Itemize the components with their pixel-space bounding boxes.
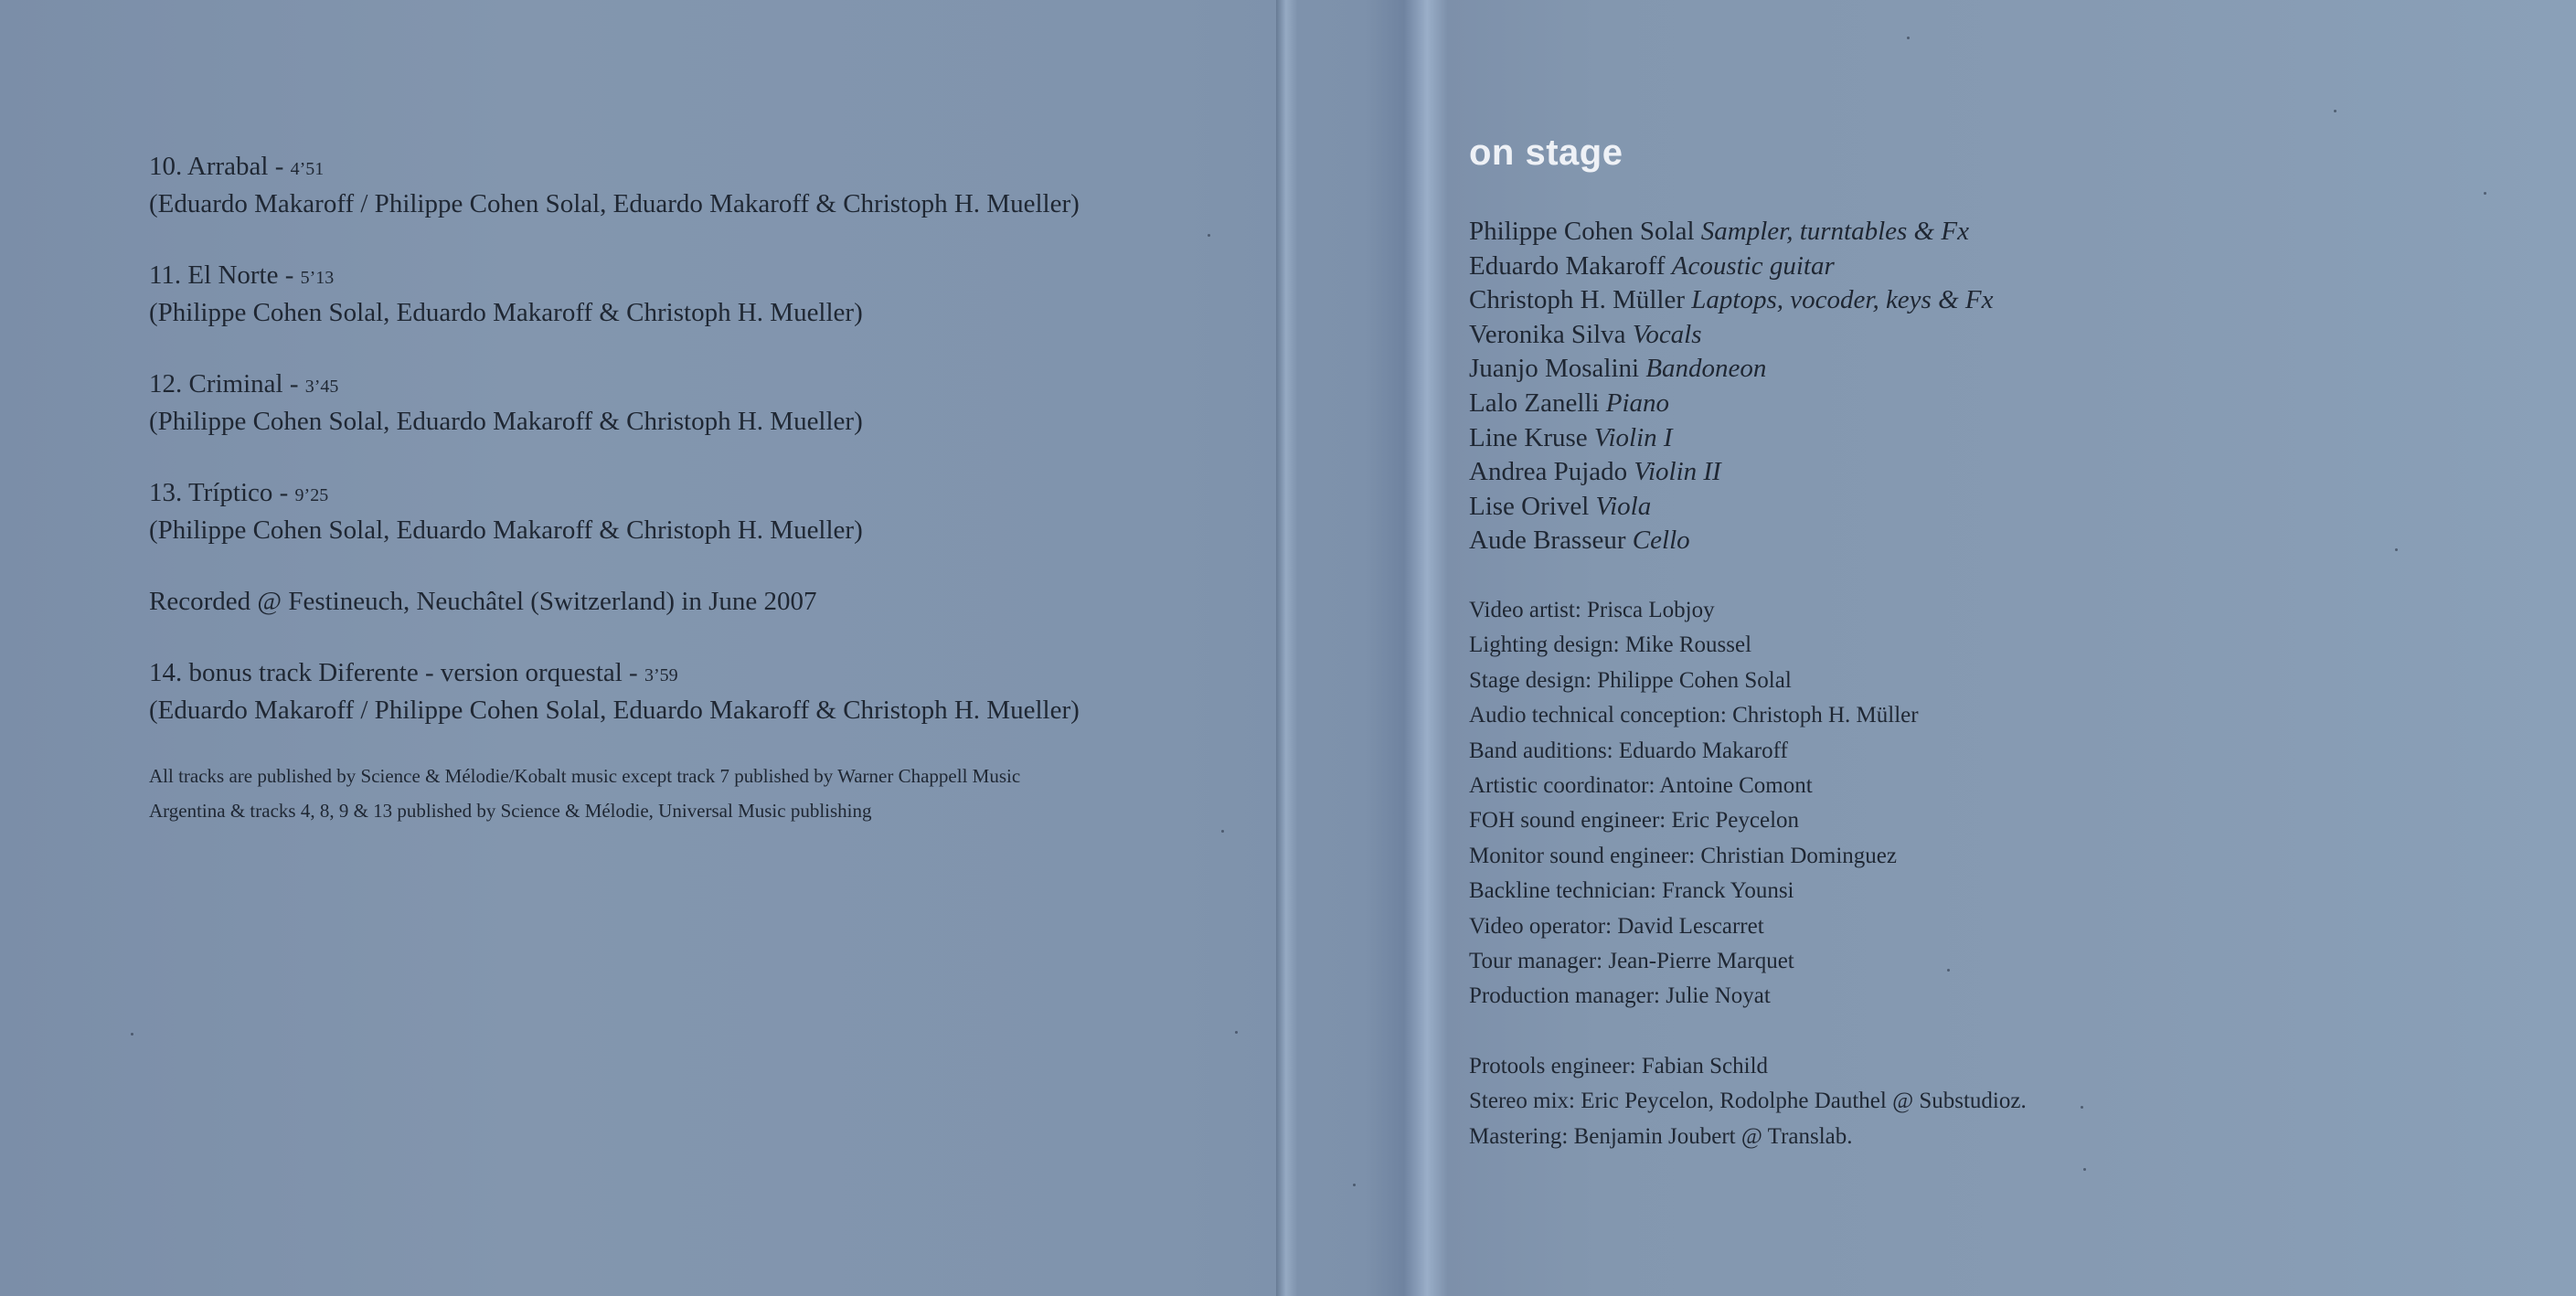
musician-name: Juanjo Mosalini: [1469, 354, 1646, 384]
crew-credit-line: Band auditions: Eduardo Makaroff: [1469, 738, 1788, 763]
track-credits: (Philippe Cohen Solal, Eduardo Makaroff & Christoph H. Mueller): [149, 407, 863, 436]
paper-speck: [1235, 1031, 1238, 1034]
musician-row: [1469, 250, 2475, 284]
musician-row: [1469, 352, 2475, 387]
musician-role: Viola: [1595, 491, 1652, 521]
production-credits: [1469, 1049, 2475, 1154]
production-credit-line: Mastering: Benjamin Joubert @ Translab.: [1469, 1123, 1853, 1149]
musician-role: Violin I: [1593, 422, 1673, 452]
booklet-spine: [1276, 0, 1298, 1296]
musician-role: Bandoneon: [1645, 354, 1767, 384]
track-duration: 3’59: [644, 665, 678, 685]
paper-speck: [131, 1033, 133, 1036]
recording-note: Recorded @ Festineuch, Neuchâtel (Switzerland) in June 2007: [149, 587, 817, 616]
musician-row: [1469, 283, 2475, 318]
musician-row: [1469, 318, 2475, 353]
track-10: [149, 149, 1200, 221]
track-duration: 5’13: [300, 268, 335, 288]
musician-role: Cello: [1632, 526, 1690, 556]
crew-credit-line: Video artist: Prisca Lobjoy: [1469, 597, 1715, 622]
track-title: 12. Criminal -: [149, 369, 305, 398]
publishing-note-line: All tracks are published by Science & Mélodie/Kobalt music except track 7 published by Warner Chappell Music: [149, 765, 1021, 787]
crew-credit-line: Tour manager: Jean-Pierre Marquet: [1469, 949, 1794, 973]
track-credits: (Eduardo Makaroff / Philippe Cohen Solal, Eduardo Makaroff & Christoph H. Mueller): [149, 189, 1080, 218]
musician-role: Laptops, vocoder, keys & Fx: [1691, 285, 1994, 315]
paper-speck: [2334, 110, 2336, 112]
musician-name: Lise Orivel: [1469, 491, 1596, 521]
musician-name: Andrea Pujado: [1469, 457, 1634, 487]
musician-row: [1469, 455, 2475, 490]
musician-name: Philippe Cohen Solal: [1469, 217, 1701, 246]
production-credit-line: Protools engineer: Fabian Schild: [1469, 1053, 1769, 1078]
musician-row: [1469, 421, 2475, 456]
track-credits: (Philippe Cohen Solal, Eduardo Makaroff & Christoph H. Mueller): [149, 515, 863, 545]
track-14-bonus: [149, 655, 1200, 728]
track-credits: (Eduardo Makaroff / Philippe Cohen Solal, Eduardo Makaroff & Christoph H. Mueller): [149, 696, 1080, 725]
paper-speck: [1907, 37, 1910, 39]
crew-credit-line: Monitor sound engineer: Christian Dominguez: [1469, 843, 1897, 868]
musician-name: Lalo Zanelli: [1469, 388, 1606, 418]
track-13: [149, 475, 1200, 547]
track-duration: 9’25: [294, 485, 329, 505]
right-page: [1469, 133, 2475, 1189]
musician-role: Sampler, turntables & Fx: [1700, 217, 1969, 246]
paper-speck: [2484, 192, 2486, 195]
musician-role: Vocals: [1632, 319, 1702, 349]
musician-name: Line Kruse: [1469, 422, 1594, 452]
track-title: 11. El Norte -: [149, 260, 301, 290]
track-11: [149, 258, 1200, 330]
musician-name: Christoph H. Müller: [1469, 285, 1692, 315]
crew-credits: [1469, 593, 2475, 1014]
crew-credit-line: Video operator: David Lescarret: [1469, 913, 1764, 939]
crew-credit-line: Artistic coordinator: Antoine Comont: [1469, 772, 1813, 798]
production-credit-line: Stereo mix: Eric Peycelon, Rodolphe Dauthel @ Substudioz.: [1469, 1089, 2027, 1114]
track-duration: 4’51: [290, 159, 325, 179]
musician-role: Violin II: [1634, 457, 1721, 487]
musician-name: Eduardo Makaroff: [1469, 250, 1672, 281]
track-12: [149, 366, 1200, 439]
crew-credit-line: Backline technician: Franck Younsi: [1469, 878, 1794, 904]
musician-name: Veronika Silva: [1469, 319, 1633, 349]
section-title-on-stage: on stage: [1469, 133, 1623, 173]
musician-role: Acoustic guitar: [1671, 250, 1835, 281]
track-duration: 3’45: [304, 377, 339, 397]
paper-speck: [1208, 234, 1210, 237]
musician-row: [1469, 387, 2475, 421]
musicians-list: [1469, 215, 2475, 558]
crew-credit-line: Production manager: Julie Noyat: [1469, 983, 1771, 1009]
left-page: [149, 149, 1200, 828]
publishing-note-line: Argentina & tracks 4, 8, 9 & 13 published by Science & Mélodie, Universal Music publishing: [149, 800, 872, 822]
musician-name: Aude Brasseur: [1469, 526, 1633, 556]
musician-row: [1469, 215, 2475, 250]
crew-credit-line: Audio technical conception: Christoph H. Müller: [1469, 703, 1919, 728]
musician-row: [1469, 524, 2475, 558]
crew-credit-line: Lighting design: Mike Roussel: [1469, 632, 1752, 658]
paper-speck: [1221, 830, 1224, 833]
track-title: 14. bonus track Diferente - version orquestal -: [149, 658, 644, 687]
publishing-note: [149, 759, 1200, 828]
musician-role: Piano: [1605, 388, 1670, 418]
track-credits: (Philippe Cohen Solal, Eduardo Makaroff & Christoph H. Mueller): [149, 298, 863, 327]
crew-credit-line: Stage design: Philippe Cohen Solal: [1469, 667, 1792, 693]
track-title: 10. Arrabal -: [149, 152, 291, 181]
musician-row: [1469, 490, 2475, 525]
track-title: 13. Tríptico -: [149, 478, 295, 507]
crew-credit-line: FOH sound engineer: Eric Peycelon: [1469, 808, 1800, 834]
paper-speck: [1353, 1184, 1356, 1186]
